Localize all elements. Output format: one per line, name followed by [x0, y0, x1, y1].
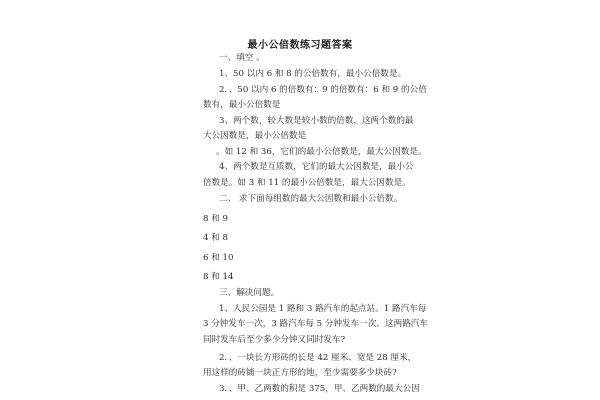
question-line: 2．、50 以内 6 的倍数有：9 的倍数有：6 和 9 的公倍	[219, 85, 427, 95]
question-line: 3、两个数，较大数是较小数的倍数，这两个数的最	[219, 116, 414, 126]
question-line: 数有，最小公倍数是	[203, 100, 281, 110]
number-pair: 4 和 8	[203, 233, 228, 243]
question-line: 大公因数是，最小公倍数是	[203, 131, 307, 141]
question-line: 3 分钟发车一次，3 路汽车每 5 分钟发车一次。这两路汽车	[203, 319, 428, 329]
document-title: 最小公倍数练习题答案	[247, 40, 353, 51]
question-line: 3．、甲、乙两数的积是 375，甲、乙两数的最大公因	[219, 384, 420, 394]
number-pair: 8 和 14	[203, 272, 234, 282]
section-heading-gcd-lcm: 二、 求下面每组数的最大公因数和最小公倍数。	[219, 194, 403, 204]
question-line: 1、人民公园是 1 路和 3 路汽车的起点站。1 路汽车每	[219, 304, 427, 314]
question-line: 。如 12 和 36，它们的最小公倍数是，最大公因数是。	[216, 147, 427, 157]
question-line: 1、50 以内 6 和 8 的公倍数有，最小公倍数是。	[219, 69, 407, 79]
question-line: 4、两个数是互质数，它们的最大公因数是，最小公	[219, 162, 414, 172]
section-heading-fill-blank: 一、填空 。	[219, 53, 265, 63]
question-line: 同时发车后至少多少分钟又同时发车?	[203, 335, 346, 345]
number-pair: 8 和 9	[203, 214, 228, 224]
question-line: 倍数是。如 3 和 11 的最小公倍数是，最大公因数是。	[203, 178, 411, 188]
section-heading-word-problems: 三、解决问题。	[219, 288, 280, 298]
question-line: 2．、一块长方形砖的长是 42 厘米、宽是 28 厘米，	[219, 353, 417, 363]
question-line: 用这样的砖铺一块正方形的地，至少需要多少块砖?	[203, 368, 397, 378]
number-pair: 6 和 10	[203, 253, 234, 263]
